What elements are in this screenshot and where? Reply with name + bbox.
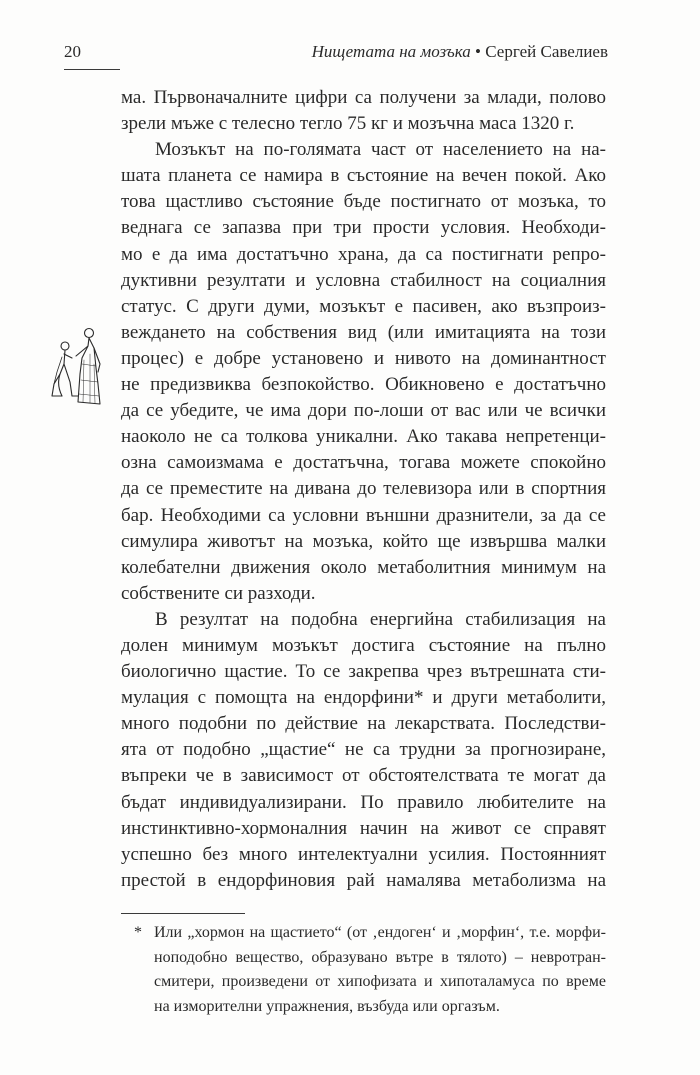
- text-line: успешно без много интелектуални усилия. Постоянният: [121, 843, 606, 865]
- footnote-marker: *: [134, 924, 142, 941]
- text-line: дуктивни резултати и условна стабилност на социалния: [121, 269, 606, 291]
- text-line: мулация с помощта на ендорфини* и други метаболити,: [121, 687, 606, 709]
- header-rule: [64, 69, 120, 70]
- text-line: инстинктивно-хормоналния начин на живот се справят: [121, 817, 606, 839]
- text-line: статус. С други думи, мозъкът е пасивен, ако възпроиз-: [121, 295, 606, 317]
- text-line: много подобни по действие на лекарствата. Последстви-: [121, 713, 606, 735]
- text-line: не предизвиква безпокойство. Обикновено е достатъчно: [121, 374, 606, 396]
- header-separator: •: [470, 42, 486, 61]
- main-text: [121, 85, 606, 894]
- page-number: 20: [64, 42, 81, 61]
- text-line: да се убедите, че има дори по-лоши от вас или че всички: [121, 400, 606, 422]
- text-line: мо е да има достатъчно храна, да са постигнати репро-: [121, 243, 606, 265]
- text-line: наоколо не са толкова уникални. Ако такава непретенци-: [121, 426, 606, 448]
- text-line: собствените си разходи.: [121, 582, 316, 604]
- text-line: процес) е добре установено и нивото на доминантност: [121, 347, 606, 369]
- text-line: веднага се запазва при три прости условия. Необходи-: [121, 217, 606, 239]
- text-line: долен минимум мозъкът достига състояние на пълно: [121, 634, 606, 656]
- text-line: биологично щастие. То се закрепва чрез вътрешната сти-: [121, 661, 606, 683]
- marginal-illustration: [48, 324, 110, 408]
- text-line: ята от подобно „щастие“ не са трудни за прогнозиране,: [121, 739, 606, 761]
- running-head: [312, 42, 608, 62]
- text-line: симулира животът на мозъка, който ще извършва малки: [121, 530, 606, 552]
- footnote-line: смитери, произведени от хипофизата и хипоталамуса по време: [154, 973, 606, 990]
- footnote-rule: [121, 913, 245, 914]
- footnote-text: Или „хормон на щастието“ (от ‚ендоген‘ и ‚морфин‘, т.е. морфи-: [154, 924, 606, 941]
- text-line: бар. Необходими са условни външни дразнители, за да се: [121, 504, 606, 526]
- text-line: въпреки че в зависимост от обстоятелствата те могат да: [121, 765, 606, 787]
- author-name: Сергей Савелиев: [485, 42, 608, 61]
- text-line: Мозъкът на по-голямата част от населението на на-: [155, 139, 606, 161]
- text-line: колебателни движения около метаболитния минимум на: [121, 556, 606, 578]
- footnote-line: ноподобно вещество, образувано вътре в тялото) – невротран-: [154, 948, 606, 966]
- book-title: Нищетата на мозъка: [311, 42, 471, 61]
- text-line: бъдат индивидуализирани. По правило любителите на: [121, 791, 606, 813]
- text-line: В резултат на подобна енергийна стабилизация на: [155, 608, 606, 630]
- text-line: веждането на собствения вид (или имитацията на този: [121, 321, 606, 343]
- footnote-line: [134, 921, 606, 946]
- footnote-line: на изморителни упражнения, възбуда или оргазъм.: [154, 997, 500, 1015]
- text-line: да се преместите на дивана до телевизора или в спортния: [121, 478, 606, 500]
- footnote: [134, 921, 606, 1019]
- text-line: шата планета се намира в състояние на вечен покой. Ако: [121, 165, 606, 187]
- text-line: озна самоизмама е достатъчна, тогава можете спокойно: [121, 452, 606, 474]
- text-line: зрели мъже с телесно тегло 75 кг и мозъчна маса 1320 г.: [121, 113, 575, 135]
- text-line: престой в ендорфиновия рай намалява метаболизма на: [121, 869, 606, 891]
- text-line: това щастливо състояние бъде постигнато от мозъка, то: [121, 191, 606, 213]
- text-line: ма. Първоначалните цифри са получени за млади, полово: [121, 87, 606, 108]
